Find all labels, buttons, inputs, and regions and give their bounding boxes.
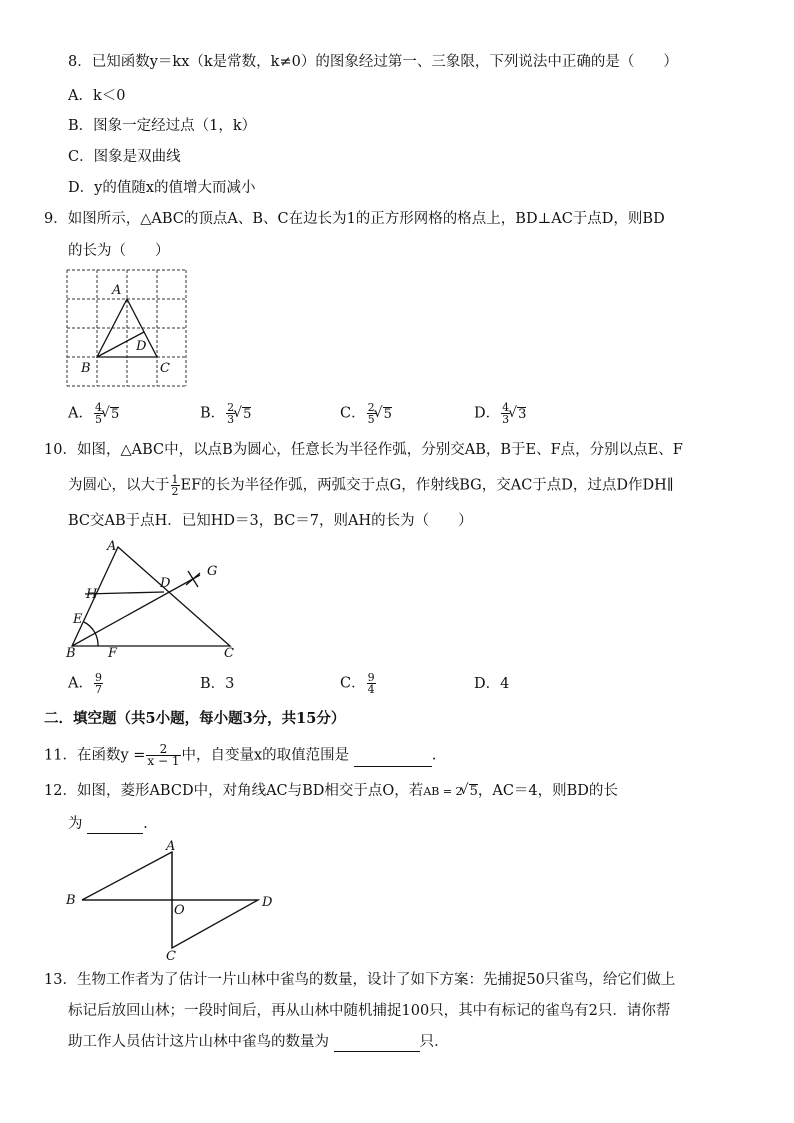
q10-label-c: C <box>224 646 234 661</box>
q10-label-b: B <box>66 646 76 661</box>
q10-label-g: G <box>207 564 218 579</box>
q12-figure-labels <box>65 839 273 964</box>
q9-option-d: D． $\frac{4}{3}$ √ 3 <box>474 402 526 425</box>
q11-stem: 11．在函数y = $\frac{2}{x - 1}$ 中，自变量x的取值范围是 . <box>44 742 437 768</box>
q10-label-f: F <box>108 646 118 661</box>
q10-stem-line1: 10．如图，△ABC中，以点B为圆心，任意长为半径作弧，分别交AB，B于E、F点，分别以点E、F <box>44 442 683 458</box>
q12-answer-blank[interactable] <box>87 817 143 834</box>
q12-rhombus-figure <box>60 838 280 964</box>
q10-stem-line2: 为圆心，以大于 $\frac{1}{2}$ EF的长为半径作弧，两弧交于点G，作射线BG，交AC于点D，过点D作DH∥ <box>68 473 674 498</box>
q13-stem-line2: 标记后放回山林；一段时间后，再从山林中随机捕捉100只，其中有标记的雀鸟有2只．请你帮 <box>68 1003 671 1019</box>
q11-answer-blank[interactable] <box>354 750 432 767</box>
q10-option-b: B．3 <box>200 676 235 692</box>
q9-label-c: C <box>160 361 170 376</box>
q8-option-c: C．图象是双曲线 <box>68 149 181 165</box>
q9-option-a: A． $\frac{4}{5}$ √ 5 <box>68 402 119 425</box>
q9-label-a: A <box>112 283 122 298</box>
q8-option-a: A．k＜0 <box>68 88 126 104</box>
q8-option-b: B．图象一定经过点（1，k） <box>68 118 257 134</box>
q10-label-a: A <box>107 539 117 554</box>
q9-stem-line1: 9．如图所示，△ABC的顶点A、B、C在边长为1的正方形网格的格点上，BD⊥AC于点D，则BD <box>44 211 665 227</box>
q9-option-b: B． $\frac{2}{3}$ √ 5 <box>200 402 251 425</box>
q9-grid-figure <box>64 268 190 392</box>
q10-triangle-figure <box>60 535 234 665</box>
q12-label-a: A <box>166 839 176 854</box>
q10-option-c: C． $\frac{9}{4}$ <box>340 671 375 696</box>
q13-answer-blank[interactable] <box>334 1035 420 1052</box>
q8-stem: 8．已知函数y＝kx（k是常数，k≠0）的图象经过第一、三象限，下列说法中正确的是（ ） <box>68 54 678 70</box>
q10-label-h: H <box>86 587 98 602</box>
q12-label-d: D <box>262 895 273 910</box>
q12-label-o: O <box>174 903 185 918</box>
q10-label-e: E <box>73 612 83 627</box>
q9-stem-line2: 的长为（ ） <box>68 243 170 259</box>
q8-option-d: D．y的值随x的值增大而减小 <box>68 180 256 196</box>
q13-stem-line1: 13．生物工作者为了估计一片山林中雀鸟的数量，设计了如下方案：先捕捉50只雀鸟，给它们做上 <box>44 972 676 988</box>
q12-stem-line2: 为 . <box>68 816 148 832</box>
q10-figure-labels <box>65 539 234 661</box>
q10-option-a: A． $\frac{9}{7}$ <box>68 671 102 696</box>
section-heading-fill-in: 二．填空题（共5小题，每小题3分，共15分） <box>44 710 346 727</box>
q10-stem-line3: BC交AB于点H．已知HD＝3，BC＝7，则AH的长为（ ） <box>68 513 473 529</box>
q9-label-d: D <box>136 339 147 354</box>
q9-option-c: C． $\frac{2}{5}$ √ 5 <box>340 402 392 425</box>
q12-label-b: B <box>66 893 76 908</box>
q12-stem-line1: 12．如图，菱形ABCD中，对角线AC与BD相交于点O，若AB = 2√ 5，AC＝4，则BD的长 <box>44 781 618 802</box>
q9-label-b: B <box>81 361 91 376</box>
q10-option-d: D．4 <box>474 676 510 692</box>
q10-label-d: D <box>160 576 171 591</box>
q13-stem-line3: 助工作人员估计这片山林中雀鸟的数量为 只． <box>68 1034 449 1050</box>
q12-label-c: C <box>166 949 176 964</box>
